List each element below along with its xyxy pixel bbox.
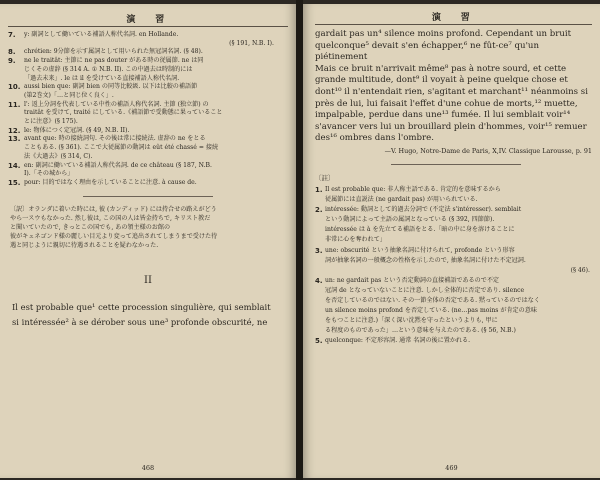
note-number: [315, 235, 325, 245]
note-line: [8, 92, 288, 101]
note-text: とに注意》(§ 175).: [24, 118, 78, 126]
note-text: を否定しているのではない. その一節全体の否定である. 黙っているのではなく: [325, 296, 540, 304]
note-text: y: 副詞として働いている補語人称代名詞. en Hollande.: [24, 31, 179, 38]
note-line: [8, 109, 288, 118]
note-line: [315, 286, 596, 296]
note-text: en: 副詞に働いている補語人称代名詞. de ce château (§ 187, N.B.: [24, 161, 212, 169]
note-text: という動詞によって主語の属詞となっている (§ 392, 四節節).: [325, 216, 495, 224]
note-text: る程度のものであった」…という意味を与えたのである. (§ 56, N.B.): [325, 327, 516, 335]
note-number: 7.: [8, 31, 16, 39]
note-text: 法《大過去》(§ 314, C).: [24, 152, 93, 160]
note-number: 15.: [8, 178, 21, 187]
note-number: [315, 225, 325, 235]
divider: [391, 164, 521, 165]
note-number: 5.: [315, 337, 323, 346]
french-line: Mais ce bruit n'arrivait même⁸ pas à notre sourd, et cette: [315, 63, 567, 74]
note-text: Il est probable que: 非人称主語である. 肯定的を意味するから: [325, 185, 501, 193]
translation-block: [10, 205, 282, 251]
note-number: 8.: [8, 48, 16, 57]
note-number: [8, 109, 24, 118]
french-line: quelconque⁵ devait s'en échapper,⁶ ne fût-ce⁷ qu'un piétinement: [315, 40, 539, 63]
note-number: 12.: [8, 126, 21, 135]
right-page: [303, 4, 600, 478]
note-text: traitât を受けて, traité にしている.《補語節で受動態に果っていること: [24, 109, 223, 117]
note-number: 14.: [8, 161, 21, 170]
note-text: un silence moins profond を否定している. (ne…pas moins が肯定の意味: [325, 307, 537, 315]
note-line: [8, 135, 288, 144]
note-text: intéressée は à を先立てる補語をとる.「暗の中に身を溶けることに: [325, 226, 515, 234]
note-text: un: ne gardait pas という否定動詞の直接補語であるので不定: [325, 276, 500, 284]
note-number: [8, 40, 24, 49]
note-number: [315, 326, 325, 336]
page-number: 469: [445, 464, 458, 472]
note-number: 11.: [8, 100, 21, 109]
note-text: 従属節には直説法 (ne gardait pas) が用いられている.: [325, 196, 478, 204]
french-line: Il est probable que¹ cette procession singulière, qui semblait: [12, 301, 271, 312]
note-number: [8, 66, 24, 75]
note-number: 2.: [315, 206, 323, 215]
note-text: le: 物体につく定冠詞. (§ 49, N.B. II).: [24, 126, 130, 134]
note-line: [315, 326, 596, 336]
note-line: [315, 215, 596, 225]
note-line: [8, 57, 288, 66]
note-number: [315, 306, 325, 316]
note-number: 13.: [8, 135, 21, 144]
note-line: [8, 118, 288, 127]
note-text: aussi bien que: 副詞 bien の同等比較級. 以下は比較の補語節: [24, 83, 198, 91]
notes-heading: 〔註〕: [315, 173, 335, 182]
note-line: [8, 31, 288, 40]
note-number: 3.: [315, 246, 323, 255]
note-text: 非常に心を奪われて」: [325, 236, 386, 244]
note-line: [315, 246, 596, 256]
section-number: II: [144, 274, 152, 286]
right-notes: [315, 185, 596, 347]
note-text: (§ 46).: [570, 266, 590, 274]
note-text: じくその虚辞 (§ 314 A. ① N.B. II). この中過去は時制的には: [24, 65, 193, 73]
note-text: pour: 目的ではなく理由を示していることに注意. à cause de.: [24, 178, 197, 186]
left-running-head: 演 習: [8, 12, 288, 27]
french-passage: [12, 300, 284, 330]
book-gutter: [296, 0, 303, 480]
note-text: ne le traitât: 主節に ne pas douter がある時の従属節. ne は同: [24, 57, 204, 65]
note-number: 4.: [315, 276, 323, 285]
note-line: [8, 162, 288, 171]
note-line: [315, 336, 596, 346]
note-number: [8, 92, 24, 101]
note-line: [8, 83, 288, 92]
note-line: [315, 276, 596, 286]
note-line: [8, 48, 288, 57]
note-text: をもつことに注意.)「深く深い沈黙を守ったというよりも, 甲に: [325, 317, 498, 325]
note-number: [315, 286, 325, 296]
note-number: [8, 170, 24, 179]
page-number: 468: [141, 464, 155, 472]
note-text: avant que: 時の接続詞句. その後は常に接続法. 虚辞の ne をとる: [24, 135, 206, 143]
citation: —V. Hugo, Notre-Dame de Paris, X,IV. Classique Larousse, p. 91: [384, 146, 592, 155]
note-number: 1.: [315, 185, 323, 194]
note-line: [315, 225, 596, 235]
note-text: quelconque: 不定形容詞. 通常 名詞の後に置かれる.: [325, 337, 471, 345]
note-number: [315, 266, 325, 276]
french-line: gardait pas un⁴ silence moins profond. Cependant un bruit: [315, 29, 572, 39]
note-text: chrétien: 9分節を示す属詞として用いられた無冠詞名詞. (§ 48).: [24, 48, 203, 56]
note-line: [8, 170, 288, 179]
note-number: [315, 195, 325, 205]
translation-line: やら一スウもなかった. 然し彼は, この国の人は皆金持ちで, キリスト教だ: [10, 214, 211, 222]
note-text: l': 返上分詞を代表している中性の補語人称代名詞. 主節 (独立節) の: [24, 100, 209, 108]
note-text: 「過去未来」. le は il を受けている直接補語人称代名詞.: [24, 74, 180, 82]
left-page: [0, 4, 296, 478]
note-text: intéressée: 動詞として的過去分詞で (不定法 s'intéresser). semblait: [325, 206, 522, 214]
translation-line: 彼がキュネゴンド様の麗しい目元より変って追出されてしまうまで受けた待: [10, 233, 218, 241]
note-text: (§ 191, N.B. I).: [229, 39, 274, 47]
note-number: [8, 118, 24, 127]
french-line: grande multitude, dont⁹ il voyait à peine quelque chose et: [315, 75, 568, 86]
note-number: 10.: [8, 83, 21, 92]
note-line: [8, 153, 288, 162]
note-line: [315, 306, 596, 316]
note-line: [315, 296, 596, 306]
note-number: [315, 296, 325, 306]
translation-line: 〔訳〕オランダに着いた時には, 彼 (カンディッド) には持合せの路えがどう: [10, 205, 217, 213]
french-line: impalpable, perdue dans une¹³ fumée. Il lui semblait voir¹⁴: [315, 110, 571, 121]
note-number: 9.: [8, 57, 16, 66]
french-line: près de lui, lui faisait l'effet d'une cohue de morts,¹² muette,: [315, 98, 578, 109]
note-line: [315, 205, 596, 215]
note-text: 詞が抽象名詞の一般概念の性格を示したので, 抽象名詞に付けた不定冠詞.: [325, 256, 526, 264]
note-line: [315, 235, 596, 245]
note-line: [315, 185, 596, 195]
divider: [83, 196, 213, 197]
note-text: こともある. (§ 361). ここで大従属節の動詞は eût été chassé = 接続: [24, 144, 219, 152]
right-running-head: 演 習: [315, 10, 592, 25]
note-line: [315, 256, 596, 266]
note-number: [315, 215, 325, 225]
note-number: [315, 256, 325, 266]
note-number: [8, 153, 24, 162]
french-passage: [315, 29, 594, 145]
french-line: s'avancer vers lui un brouillard plein d'hommes, voir¹⁵ remuer: [315, 121, 587, 132]
note-line: [8, 66, 288, 75]
note-number: [8, 75, 24, 84]
note-number: [8, 144, 24, 153]
note-line: [315, 316, 596, 326]
note-text: une: obscurité という抽象名詞に付けられて, profonde という形容: [325, 246, 515, 254]
translation-line: と聞いていたので, きっとこの国でも, あの領主様のお館の: [10, 224, 171, 232]
french-line: des¹⁶ ombres dans l'ombre.: [315, 133, 434, 144]
note-text: I).「その城から」: [24, 170, 74, 178]
note-line: [8, 179, 288, 188]
note-line: [315, 195, 596, 205]
french-line: si intéressée² à se dérober sous une³ profonde obscurité, ne: [12, 316, 268, 327]
left-notes: [8, 31, 288, 188]
note-number: [315, 316, 325, 326]
french-line: dont¹⁰ il n'entendait rien, s'agitant et marchant¹¹ néanmoins si: [315, 86, 588, 97]
note-line: [8, 144, 288, 153]
note-line: [8, 75, 288, 84]
note-line: [315, 266, 596, 276]
note-text: 冠詞 de となっていないことに注意. しかし全体的に否定であり. silence: [325, 286, 525, 294]
translation-line: 遇と同じように親切に待遇されることを疑わなかった.: [10, 242, 159, 250]
note-text: (第2巻文)「…と同じ位く良く」.: [24, 91, 114, 99]
